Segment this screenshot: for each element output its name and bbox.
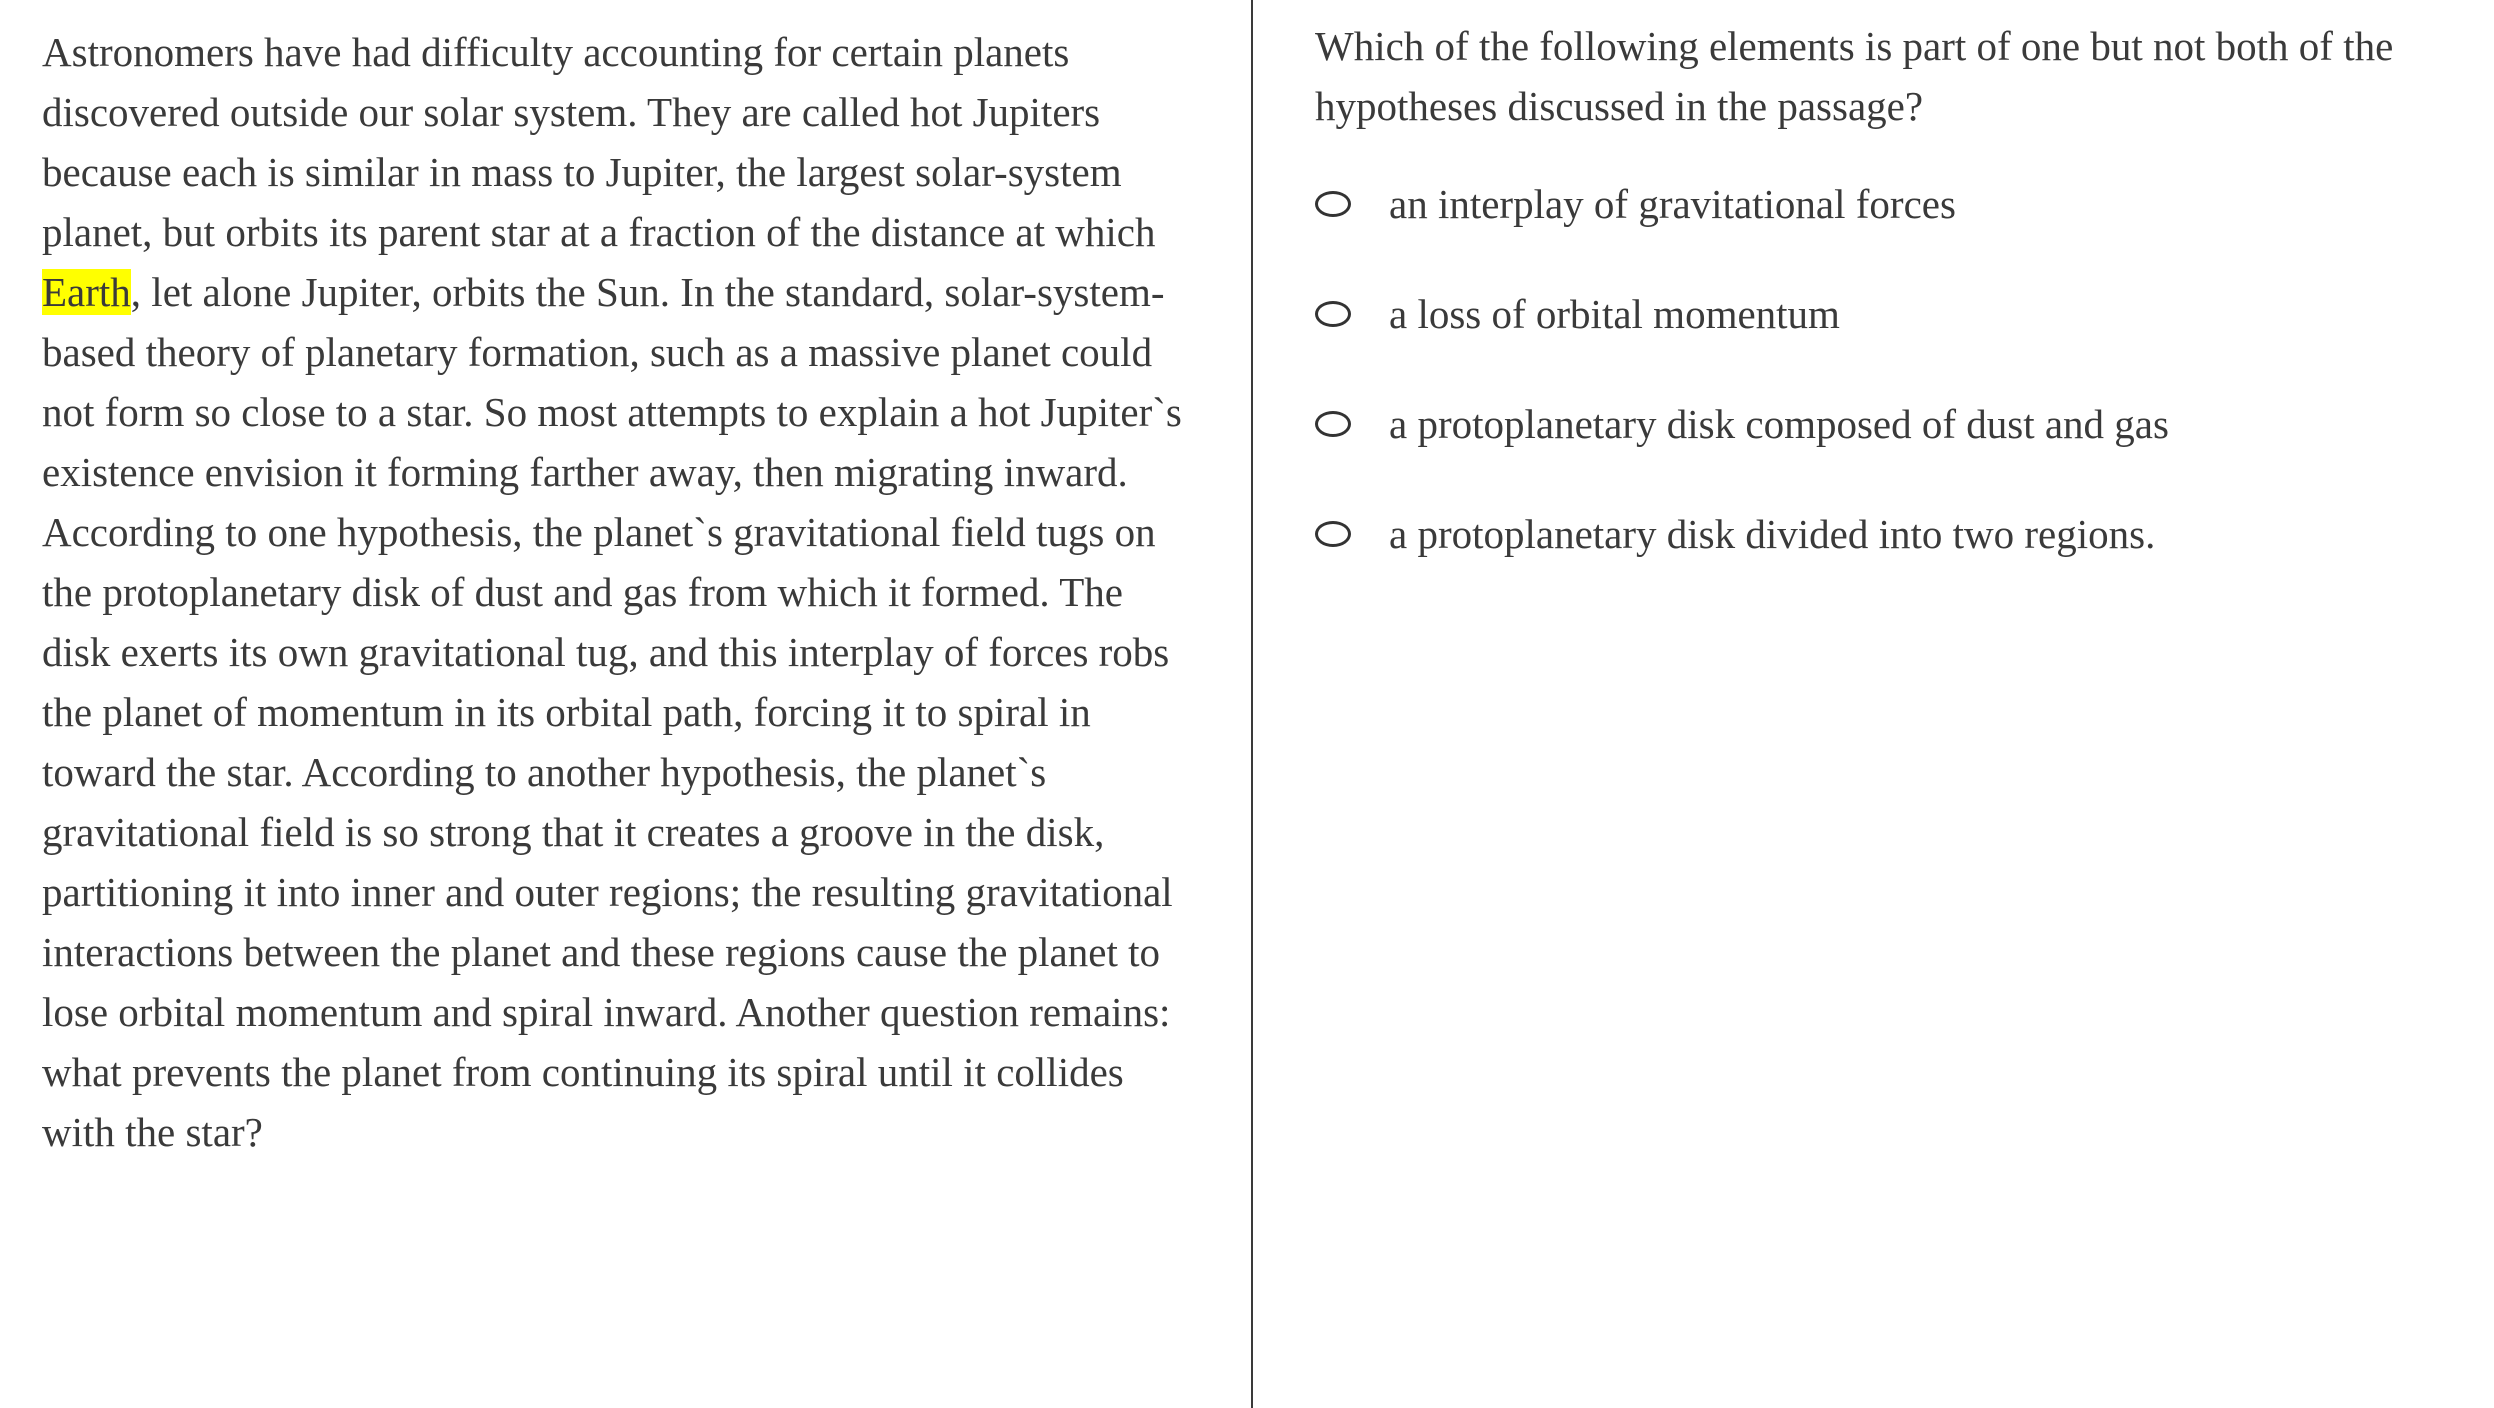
radio-button-icon[interactable] [1315, 521, 1351, 547]
passage-text [42, 22, 1192, 1162]
radio-button-icon[interactable] [1315, 191, 1351, 217]
passage-text-after-highlight: , let alone Jupiter, orbits the Sun. In the standard, solar-system-based theory of planetary formation, such as a massive planet could not form so close to a star. So most attempts to explain a hot Jupiter`s existence envision it forming farther away, then migrating inward. According to one hypothesis, the planet`s gravitational field tugs on the protoplanetary disk of dust and gas from which it formed. The disk exerts its own gravitational tug, and this interplay of forces robs the planet of momentum in its orbital path, forcing it to spiral in toward the star. According to another hypothesis, the planet`s gravitational field is so strong that it creates a groove in the disk, partitioning it into inner and outer regions; the resulting gravitational interactions between the planet and these regions cause the planet to lose orbital momentum and spiral inward. Another question remains: what prevents the planet from continuing its spiral until it collides with the star? [42, 269, 1182, 1155]
passage-text-before-highlight: Astronomers have had difficulty accounting for certain planets discovered outside our solar system. They are called hot Jupiters because each is similar in mass to Jupiter, the largest solar-system planet, but orbits its parent star at a fraction of the distance at which [42, 29, 1156, 255]
answer-option-3[interactable] [1315, 394, 2169, 454]
answer-option-4[interactable] [1315, 504, 2155, 564]
radio-button-icon[interactable] [1315, 301, 1351, 327]
answer-option-label[interactable]: a protoplanetary disk divided into two regions. [1389, 511, 2156, 557]
question-stem: Which of the following elements is part of one but not both of the hypotheses discussed in the passage? [1315, 23, 2394, 129]
answer-option-label[interactable]: a protoplanetary disk composed of dust and gas [1389, 401, 2169, 447]
radio-button-icon[interactable] [1315, 411, 1351, 437]
question-pane [1253, 0, 2494, 1408]
highlighted-word: Earth [42, 269, 131, 315]
answer-option-1[interactable] [1315, 174, 1956, 234]
answer-option-label[interactable]: a loss of orbital momentum [1389, 291, 1840, 337]
answer-option-2[interactable] [1315, 284, 1840, 344]
answer-option-label[interactable]: an interplay of gravitational forces [1389, 181, 1956, 227]
